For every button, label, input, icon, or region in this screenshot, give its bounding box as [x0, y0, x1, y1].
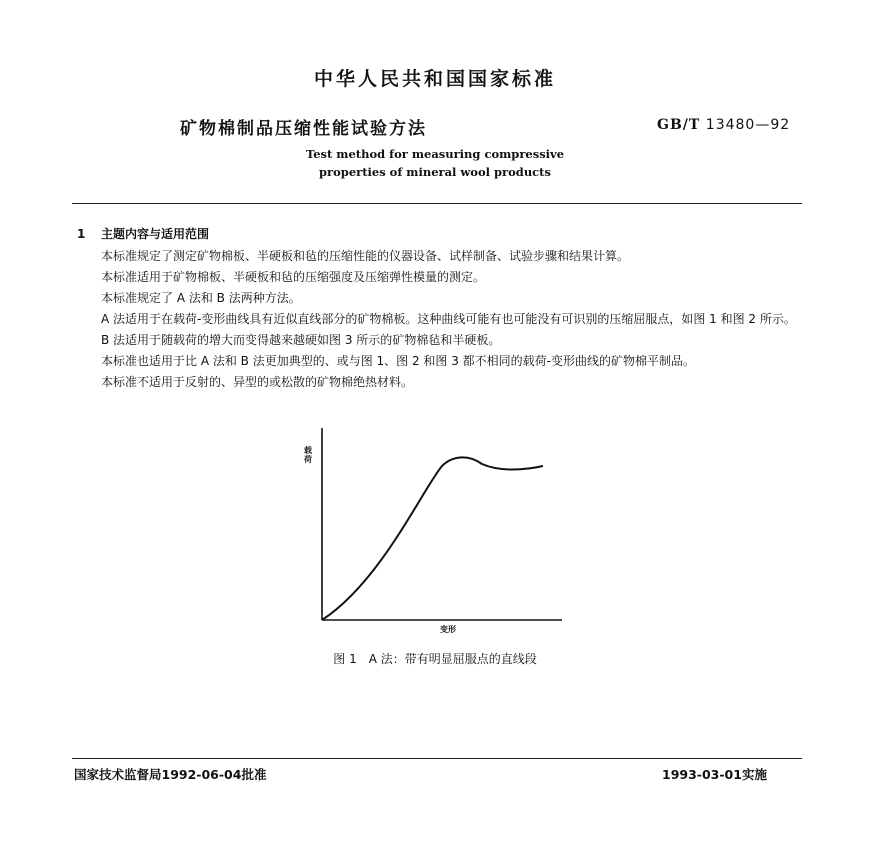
standard-title-cn: 矿物棉制品压缩性能试验方法: [180, 119, 427, 139]
paragraph: 本标准规定了 A 法和 B 法两种方法。: [101, 291, 301, 305]
footer-issuer: 国家技术监督局1992-06-04批准: [74, 767, 267, 782]
section-number: 1: [77, 227, 86, 241]
paragraph: A 法适用于在载荷-变形曲线具有近似直线部分的矿物棉板。这种曲线可能有也可能没有可识别的压缩屈服点，如图 1 和图 2 所示。: [101, 312, 796, 326]
standard-code: [657, 117, 790, 133]
standard-title-en-line2: properties of mineral wool products: [319, 165, 551, 179]
figure-caption: 图 1 A 法：带有明显屈服点的直线段: [333, 652, 537, 666]
section-body: [77, 246, 803, 393]
header-title: 中华人民共和国国家标准: [313, 68, 556, 90]
figure-1-graph: [300, 420, 570, 630]
bottom-divider: [72, 758, 802, 759]
paragraph: B 法适用于随载荷的增大而变得越来越硬如图 3 所示的矿物棉毡和半硬板。: [101, 333, 501, 347]
paragraph: 本标准也适用于比 A 法和 B 法更加典型的、或与图 1、图 2 和图 3 都不相同的载荷-变形曲线的矿物棉平制品。: [101, 354, 696, 368]
section-title: 主题内容与适用范围: [101, 227, 210, 241]
standard-code-number: 13480—92: [705, 117, 791, 133]
paragraph: 本标准不适用于反射的、异型的或松散的矿物棉绝热材料。: [101, 375, 414, 389]
y-axis-label: 载荷: [304, 446, 312, 464]
standard-code-prefix: GB/T: [657, 117, 701, 133]
paragraph: 本标准适用于矿物棉板、半硬板和毡的压缩强度及压缩弹性模量的测定。: [101, 270, 486, 284]
paragraph: 本标准规定了测定矿物棉板、半硬板和毡的压缩性能的仪器设备、试样制备、试验步骤和结果计算。: [101, 249, 630, 263]
standard-title-en-line1: Test method for measuring compressive: [305, 147, 565, 161]
footer-effective: 1993-03-01实施: [662, 767, 767, 782]
top-divider: [72, 203, 802, 204]
load-deformation-curve: [322, 457, 543, 620]
x-axis-label: 变形: [440, 625, 456, 634]
section-heading: [77, 225, 209, 242]
